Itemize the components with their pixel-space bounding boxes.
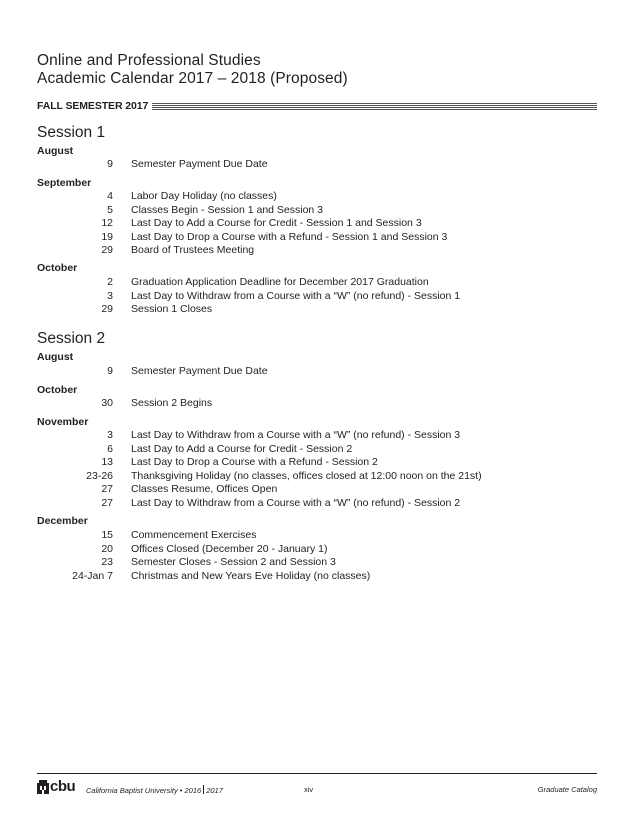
entry-date: 2 [107, 276, 113, 288]
entry-text: Session 1 Closes [131, 303, 213, 315]
semester-heading [37, 99, 597, 113]
month-heading: September [37, 177, 92, 189]
entry-text: Offices Closed (December 20 - January 1) [131, 542, 328, 555]
entry-date: 3 [107, 429, 113, 441]
entry-date: 5 [107, 203, 113, 216]
month-heading: November [37, 416, 89, 428]
entry-text: Labor Day Holiday (no classes) [131, 190, 277, 202]
entry-text: Last Day to Withdraw from a Course with a “W” (no refund) - Session 3 [131, 429, 461, 441]
entry-date: 20 [101, 542, 113, 555]
entry-text: Last Day to Drop a Course with a Refund - Session 1 and Session 3 [131, 230, 448, 243]
entry-date: 23-26 [86, 469, 113, 482]
month-heading: December [37, 515, 88, 527]
footer-divider [203, 785, 204, 794]
entry-date: 9 [107, 365, 113, 377]
entry-date: 29 [101, 244, 113, 256]
semester-rule [152, 103, 597, 110]
entry-date: 9 [107, 158, 113, 170]
semester-label: FALL SEMESTER 2017 [37, 100, 149, 112]
entry-date: 30 [101, 397, 113, 409]
entry-text: Classes Resume, Offices Open [131, 483, 278, 495]
entry-text: Last Day to Withdraw from a Course with a “W” (no refund) - Session 2 [131, 496, 461, 509]
month-heading: October [37, 384, 78, 396]
footer-rule [37, 773, 597, 774]
entry-text: Semester Closes - Session 2 and Session 3 [131, 556, 336, 568]
entry-date: 6 [107, 442, 113, 455]
footer-year: 2017 [206, 786, 223, 795]
logo-text: cbu [50, 778, 76, 795]
page-number: xiv [304, 785, 314, 794]
entry-text: Last Day to Add a Course for Credit - Session 1 and Session 3 [131, 217, 422, 229]
entry-text: Last Day to Withdraw from a Course with a “W” (no refund) - Session 1 [131, 289, 461, 302]
document-subtitle: Academic Calendar 2017 – 2018 (Proposed) [37, 70, 348, 87]
footer-publisher [86, 785, 223, 796]
entry-text: Semester Payment Due Date [131, 365, 268, 377]
footer-catalog-name: Graduate Catalog [537, 785, 597, 794]
entry-date: 27 [101, 483, 113, 495]
entry-text: Last Day to Add a Course for Credit - Session 2 [131, 442, 353, 455]
month-heading: August [37, 351, 74, 363]
entry-text: Classes Begin - Session 1 and Session 3 [131, 203, 324, 216]
entry-date: 23 [101, 556, 113, 568]
entry-text: Commencement Exercises [131, 529, 257, 541]
entry-date: 15 [101, 529, 113, 541]
session-2-title: Session 2 [37, 330, 106, 347]
entry-text: Board of Trustees Meeting [131, 244, 255, 256]
entry-text: Semester Payment Due Date [131, 158, 268, 170]
entry-date: 29 [101, 303, 113, 315]
month-heading: August [37, 145, 74, 157]
entry-date: 19 [101, 230, 113, 243]
cbu-logo [37, 778, 75, 794]
entry-date: 13 [101, 456, 113, 468]
entry-date: 3 [107, 289, 113, 302]
entry-date: 4 [107, 190, 113, 202]
entry-date: 12 [101, 217, 113, 229]
entry-text: Thanksgiving Holiday (no classes, offices closed at 12:00 noon on the 21st) [131, 469, 482, 482]
entry-text: Christmas and New Years Eve Holiday (no classes) [131, 569, 371, 582]
month-heading: October [37, 262, 78, 274]
footer-publisher-text: California Baptist University • 2016 [86, 786, 202, 795]
entry-text: Graduation Application Deadline for December 2017 Graduation [131, 276, 429, 288]
cbu-building-icon [37, 780, 49, 794]
entry-text: Last Day to Drop a Course with a Refund - Session 2 [131, 456, 378, 468]
session-1-title: Session 1 [37, 124, 106, 141]
entry-date: 27 [101, 496, 113, 509]
entry-text: Session 2 Begins [131, 397, 213, 409]
entry-date: 24-Jan 7 [72, 569, 113, 582]
document-title: Online and Professional Studies [37, 52, 261, 69]
